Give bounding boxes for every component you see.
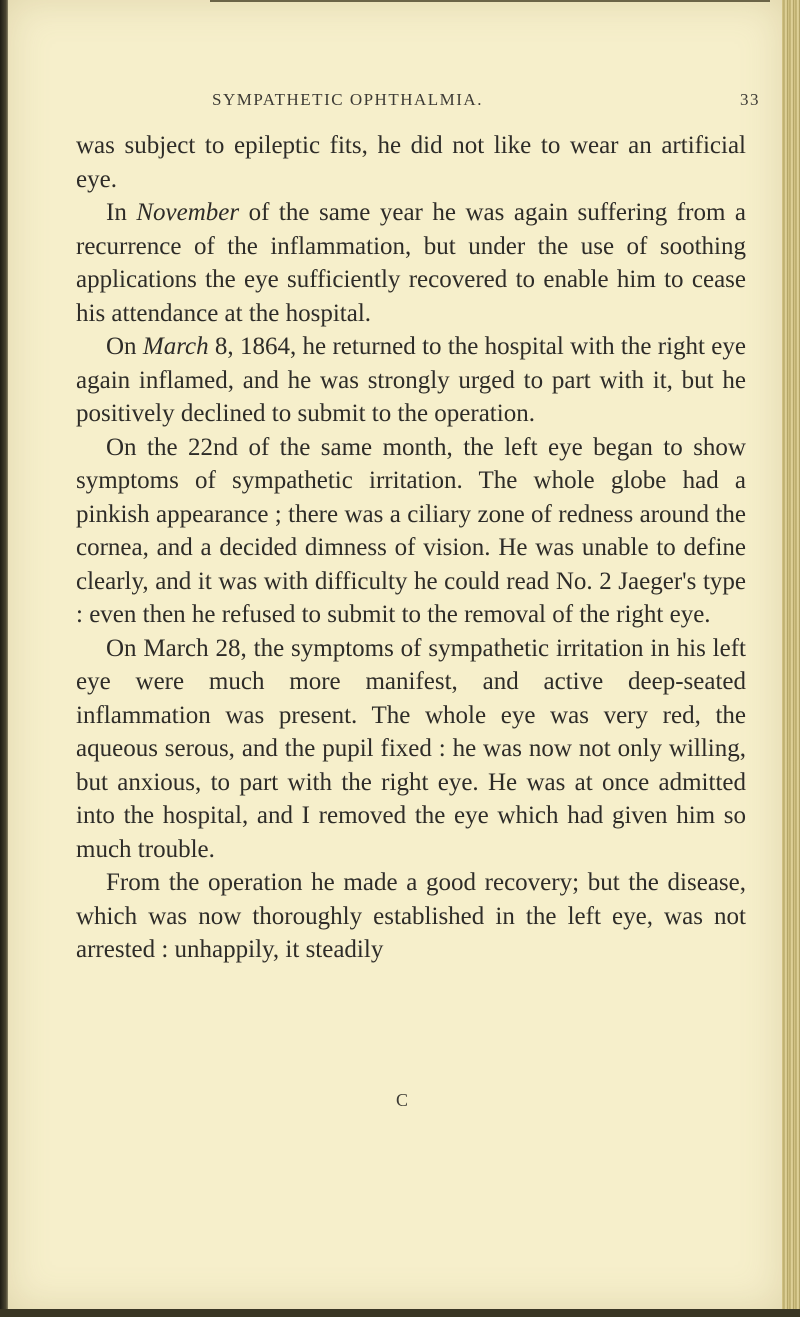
paragraph-text: was subject to epileptic fits, he did not like to wear an artificial eye.	[76, 132, 746, 193]
paragraph-text: On	[106, 333, 143, 360]
paragraph-text: 8, 1864, he returned to the hospital with the right eye again inflamed, and he was strongly urged to part with it, but he positively declined to submit to the operation.	[76, 333, 746, 427]
paragraph	[76, 431, 746, 632]
paragraph	[76, 129, 746, 196]
top-edge-line	[210, 0, 770, 2]
paragraph	[76, 866, 746, 967]
paragraph	[76, 196, 746, 330]
italic-date: November	[136, 199, 240, 226]
signature-mark: C	[396, 1090, 409, 1110]
paragraph-text: On the 22nd of the same month, the left eye began to show symptoms of sympathetic irritation. The whole globe had a pinkish appearance ; there was a ciliary zone of redness around the cornea, and a decided dimness of vision. He was unable to define clearly, and it was with difficulty he could read No. 2 Jaeger's type : even then he refused to submit to the removal of the right eye.	[76, 433, 746, 628]
running-head: SYMPATHETIC OPHTHALMIA.	[212, 90, 483, 109]
paragraph-text: From the operation he made a good recovery; but the disease, which was now thoroughly established in the left eye, was not arrested : unhappily, it steadily	[76, 869, 746, 963]
bottom-edge	[0, 1309, 800, 1317]
body-text	[76, 129, 746, 967]
paragraph	[76, 632, 746, 867]
page-header	[60, 90, 760, 114]
italic-date: March	[142, 333, 209, 360]
paragraph-text: In	[106, 199, 137, 226]
page-number: 33	[740, 90, 760, 109]
paragraph-text: of the same year he was again suffering from a recurrence of the inflammation, but under the use of soothing applications the eye sufficiently recovered to enable him to cease his attendance at the hospital.	[76, 199, 747, 327]
page-edges	[782, 0, 800, 1317]
paragraph	[76, 330, 746, 431]
paragraph-text: On March 28, the symptoms of sympathetic irritation in his left eye were much more manifest, and active deep-seated inflammation was present. The whole eye was very red, the aqueous serous, and the pupil fixed : he was now not only willing, but anxious, to part with the right eye. He was at once admitted into the hospital, and I removed the eye which had given him so much trouble.	[76, 634, 746, 863]
